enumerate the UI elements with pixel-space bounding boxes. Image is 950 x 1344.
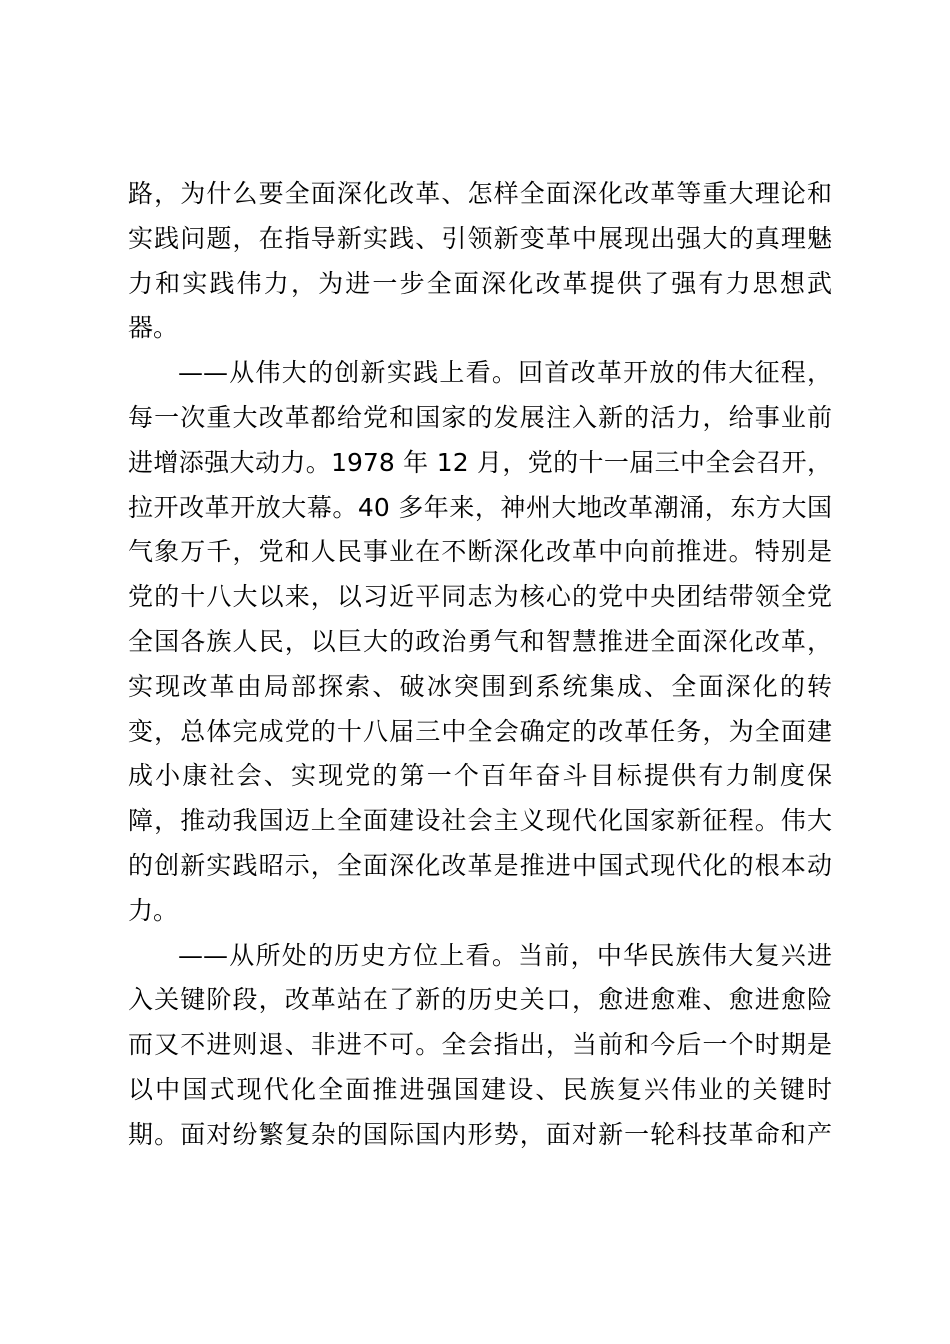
text-line: 期。面对纷繁复杂的国际国内形势，面对新一轮科技革命和产 xyxy=(128,1119,832,1149)
text-line: 障，推动我国迈上全面建设社会主义现代化国家新征程。伟大 xyxy=(128,806,832,836)
text-line: 路，为什么要全面深化改革、怎样全面深化改革等重大理论和 xyxy=(128,179,832,208)
text-line: 每一次重大改革都给党和国家的发展注入新的活力，给事业前 xyxy=(128,402,832,432)
text-line: 力和实践伟力，为进一步全面深化改革提供了强有力思想武 xyxy=(128,268,832,298)
text-line: 拉开改革开放大幕。40 多年来，神州大地改革潮涌，东方大国 xyxy=(128,492,832,522)
text-line: 变，总体完成党的十八届三中全会确定的改革任务，为全面建 xyxy=(128,716,832,746)
text-line: 实现改革由局部探索、破冰突围到系统集成、全面深化的转 xyxy=(128,671,832,701)
text-line: 党的十八大以来，以习近平同志为核心的党中央团结带领全党 xyxy=(128,582,832,612)
text-line: 全国各族人民，以巨大的政治勇气和智慧推进全面深化改革， xyxy=(128,626,832,656)
document-body xyxy=(128,172,832,1158)
paragraph-first-line: ——从所处的历史方位上看。当前，中华民族伟大复兴进 xyxy=(178,940,832,970)
text-line: 力。 xyxy=(128,895,179,925)
text-line: 入关键阶段，改革站在了新的历史关口，愈进愈难、愈进愈险 xyxy=(128,985,832,1015)
text-line: 的创新实践昭示，全面深化改革是推进中国式现代化的根本动 xyxy=(128,850,832,880)
text-line: 以中国式现代化全面推进强国建设、民族复兴伟业的关键时 xyxy=(128,1074,832,1104)
text-line: 器。 xyxy=(128,313,179,343)
text-line: 而又不进则退、非进不可。全会指出，当前和今后一个时期是 xyxy=(128,1030,832,1060)
text-line: 成小康社会、实现党的第一个百年奋斗目标提供有力制度保 xyxy=(128,761,832,791)
text-line: 实践问题，在指导新实践、引领新变革中展现出强大的真理魅 xyxy=(128,223,832,253)
paragraph-first-line: ——从伟大的创新实践上看。回首改革开放的伟大征程， xyxy=(178,358,832,388)
text-line: 进增添强大动力。1978 年 12 月，党的十一届三中全会召开， xyxy=(128,447,832,477)
text-line: 气象万千，党和人民事业在不断深化改革中向前推进。特别是 xyxy=(128,537,832,567)
